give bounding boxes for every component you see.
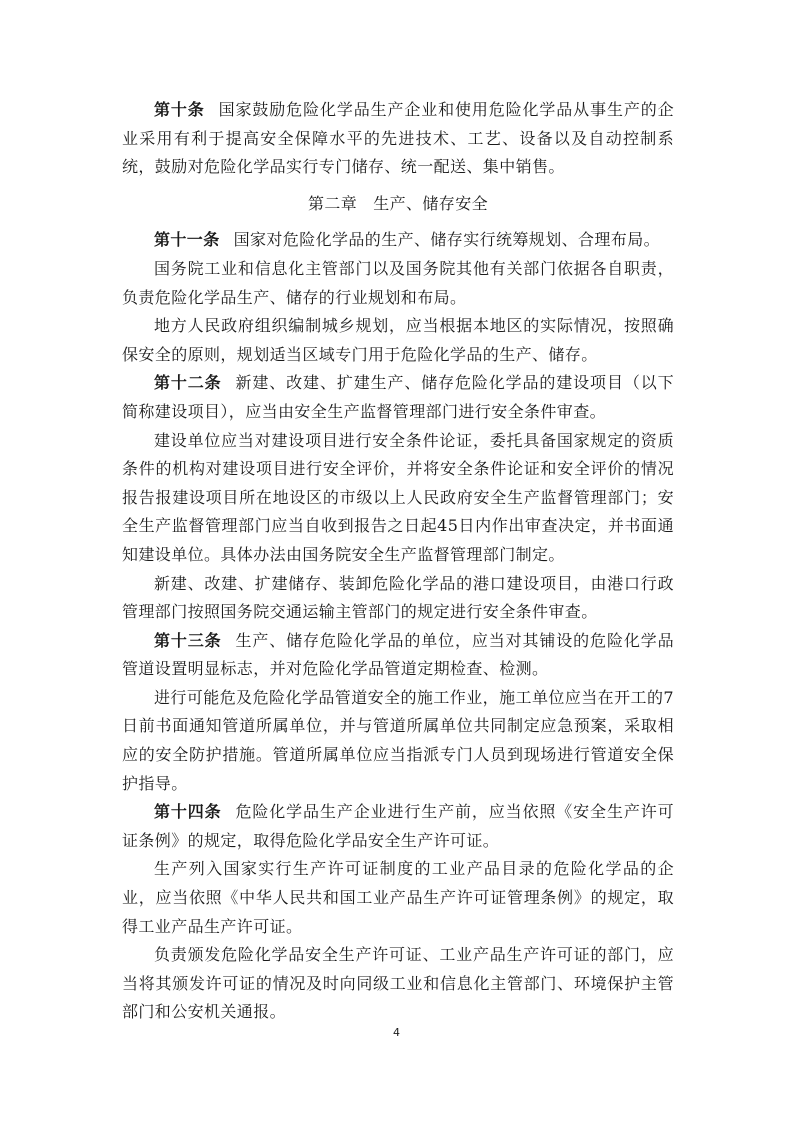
article-12-para-2 [122,427,674,570]
article-text: 国家鼓励危险化学品生产企业和使用危险化学品从事生产的企业采用有利于提高安全保障水平的先进技术、工艺、设备以及自动控制系统，鼓励对危险化学品实行专门储存、统一配送、集中销售。 [122,100,674,177]
article-13-para-2 [122,684,674,798]
paragraph-text: 建设单位应当对建设项目进行安全条件论证，委托具备国家规定的资质条件的机构对建设项目进行安全评价，并将安全条件论证和安全评价的情况报告报建设项目所在地设区的市级以上人民政府安全生产监督管理部门；安全生产监督管理部门应当自收到报告之日起45日内作出审查决定，并书面通知建设单位。具体办法由国务院安全生产监督管理部门制定。 [122,430,674,564]
article-10 [122,96,674,182]
article-14-para-2 [122,855,674,941]
chapter-number: 第二章 [307,193,358,213]
page-number: 4 [393,1026,400,1039]
paragraph-text: 负责颁发危险化学品安全生产许可证、工业产品生产许可证的部门，应当将其颁发许可证的情况及时向同级工业和信息化主管部门、环境保护主管部门和公安机关通报。 [122,945,674,1022]
article-text: 危险化学品生产企业进行生产前，应当依照《安全生产许可证条例》的规定，取得危险化学品安全生产许可证。 [122,802,674,850]
article-12-para-3 [122,570,674,627]
article-12 [122,369,674,426]
chapter-title: 生产、储存安全 [373,193,488,213]
article-label: 第十四条 [154,802,222,822]
chapter-heading [122,190,674,219]
article-text: 生产、储存危险化学品的单位，应当对其铺设的危险化学品管道设置明显标志，并对危险化学品管道定期检查、检测。 [122,630,674,679]
article-11-para-3 [122,312,674,369]
paragraph-text: 地方人民政府组织编制城乡规划，应当根据本地区的实际情况，按照确保安全的原则，规划适当区域专门用于危险化学品的生产、储存。 [122,316,674,364]
article-label: 第十二条 [154,373,222,393]
article-text: 新建、改建、扩建生产、储存危险化学品的建设项目（以下简称建设项目），应当由安全生产监督管理部门进行安全条件审查。 [122,373,674,421]
article-14-para-3 [122,941,674,1027]
article-11 [122,226,674,255]
page-content [122,96,674,1027]
paragraph-text: 新建、改建、扩建储存、装卸危险化学品的港口建设项目，由港口行政管理部门按照国务院交通运输主管部门的规定进行安全条件审查。 [122,573,674,622]
paragraph-text: 国务院工业和信息化主管部门以及国务院其他有关部门依据各自职责，负责危险化学品生产、储存的行业规划和布局。 [122,258,674,307]
article-label: 第十一条 [154,230,220,250]
article-14 [122,798,674,855]
article-label: 第十条 [154,100,205,119]
article-11-para-2 [122,255,674,312]
article-label: 第十三条 [154,630,222,650]
article-text: 国家对危险化学品的生产、储存实行统筹规划、合理布局。 [233,230,661,250]
article-13 [122,627,674,684]
paragraph-text: 进行可能危及危险化学品管道安全的施工作业，施工单位应当在开工的7日前书面通知管道所属单位，并与管道所属单位共同制定应急预案，采取相应的安全防护措施。管道所属单位应当指派专门人员到现场进行管道安全保护指导。 [122,687,674,793]
paragraph-text: 生产列入国家实行生产许可证制度的工业产品目录的危险化学品的企业，应当依照《中华人民共和国工业产品生产许可证管理条例》的规定，取得工业产品生产许可证。 [122,859,674,936]
